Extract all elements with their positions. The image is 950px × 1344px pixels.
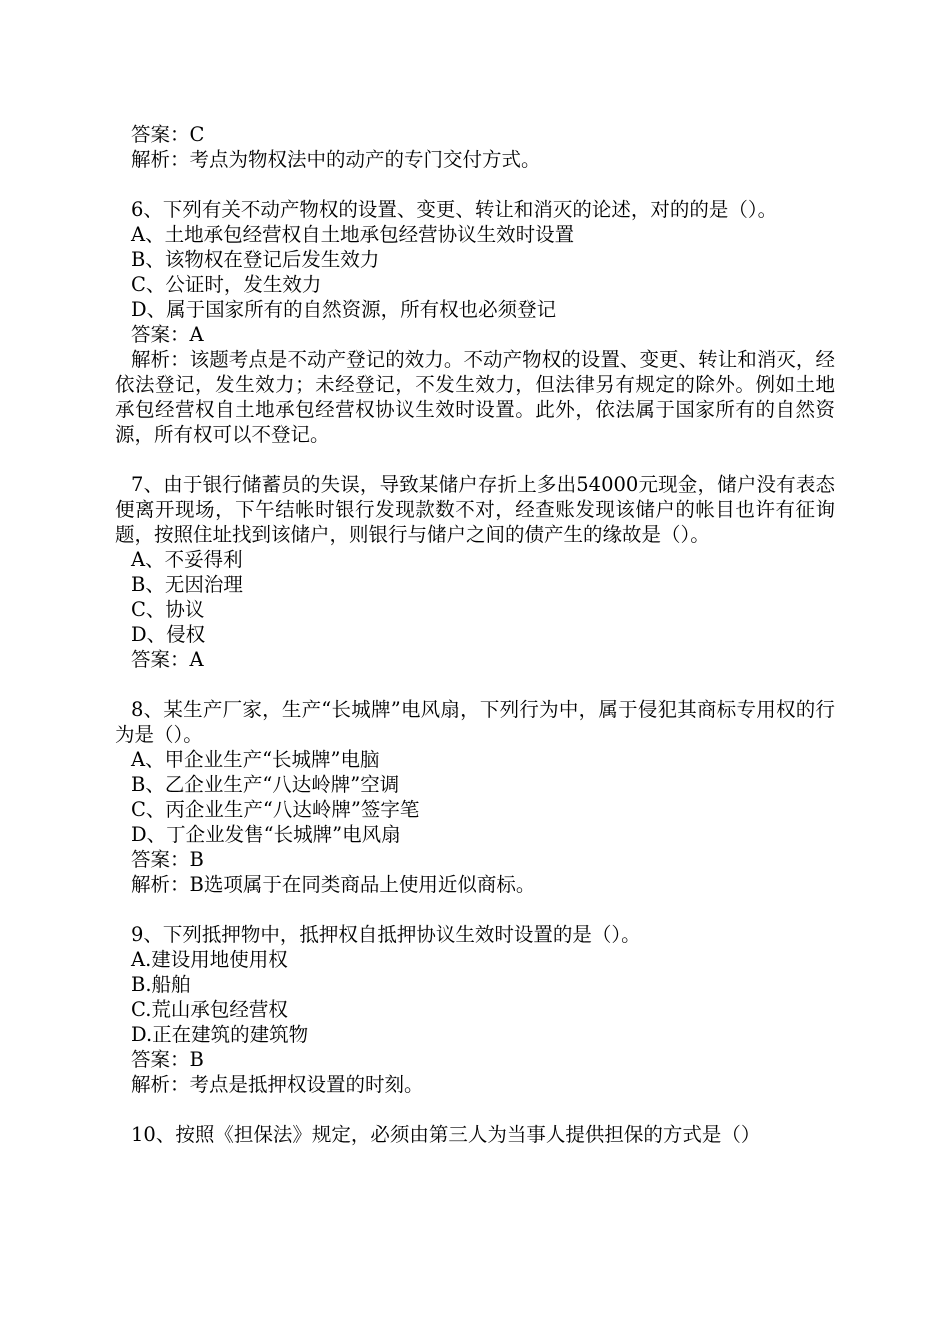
option-c: C、丙企业生产“八达岭牌”签字笔 bbox=[131, 798, 420, 821]
question-stem: 6、下列有关不动产物权的设置、变更、转让和消灭的论述，对的的是（）。 bbox=[131, 198, 778, 221]
question-stem: 7、由于银行储蓄员的失误，导致某储户存折上多出54000元现金，储户没有表态便离开现场，下午结帐时银行发现款数不对，经查账发现该储户的帐目也许有征询题，按照住址找到该储户，则银行与储户之间的债产生的缘故是（）。 bbox=[115, 473, 835, 546]
option-b: B、无因治理 bbox=[131, 573, 243, 596]
option-d: D.正在建筑的建筑物 bbox=[131, 1023, 309, 1046]
spacer bbox=[115, 172, 835, 197]
spacer bbox=[115, 1097, 835, 1122]
spacer bbox=[115, 672, 835, 697]
document-body bbox=[115, 122, 835, 1147]
option-b: B.船舶 bbox=[131, 973, 191, 996]
answer-line: 答案：A bbox=[131, 648, 204, 671]
answer-line: 答案：B bbox=[131, 1048, 204, 1071]
option-d: D、丁企业发售“长城牌”电风扇 bbox=[131, 823, 401, 846]
option-a: A、不妥得利 bbox=[131, 548, 243, 571]
analysis-line: 解析：考点是抵押权设置的时刻。 bbox=[131, 1073, 424, 1096]
analysis-paragraph: 解析：该题考点是不动产登记的效力。不动产物权的设置、变更、转让和消灭，经依法登记，发生效力；未经登记，不发生效力，但法律另有规定的除外。例如土地承包经营权自土地承包经营权协议生效时设置。此外，依法属于国家所有的自然资源，所有权可以不登记。 bbox=[115, 348, 835, 446]
answer-line: 答案：C bbox=[131, 123, 205, 146]
analysis-line: 解析：考点为物权法中的动产的专门交付方式。 bbox=[131, 148, 541, 171]
option-d: D、侵权 bbox=[131, 623, 206, 646]
option-d: D、属于国家所有的自然资源，所有权也必须登记 bbox=[131, 298, 557, 321]
analysis-line: 解析：B选项属于在同类商品上使用近似商标。 bbox=[131, 873, 536, 896]
question-stem: 9、下列抵押物中，抵押权自抵押协议生效时设置的是（）。 bbox=[131, 923, 641, 946]
option-c: C.荒山承包经营权 bbox=[131, 998, 288, 1021]
option-c: C、公证时，发生效力 bbox=[131, 273, 322, 296]
option-b: B、该物权在登记后发生效力 bbox=[131, 248, 380, 271]
answer-line: 答案：A bbox=[131, 323, 204, 346]
answer-line: 答案：B bbox=[131, 848, 204, 871]
spacer bbox=[115, 447, 835, 472]
spacer bbox=[115, 897, 835, 922]
option-a: A、甲企业生产“长城牌”电脑 bbox=[131, 748, 380, 771]
question-stem: 8、某生产厂家，生产“长城牌”电风扇，下列行为中，属于侵犯其商标专用权的行为是（）。 bbox=[115, 698, 835, 746]
option-a: A.建设用地使用权 bbox=[131, 948, 288, 971]
option-c: C、协议 bbox=[131, 598, 205, 621]
question-stem: 10、按照《担保法》规定，必须由第三人为当事人提供担保的方式是（） bbox=[131, 1123, 761, 1146]
option-a: A、土地承包经营权自土地承包经营协议生效时设置 bbox=[131, 223, 575, 246]
option-b: B、乙企业生产“八达岭牌”空调 bbox=[131, 773, 400, 796]
